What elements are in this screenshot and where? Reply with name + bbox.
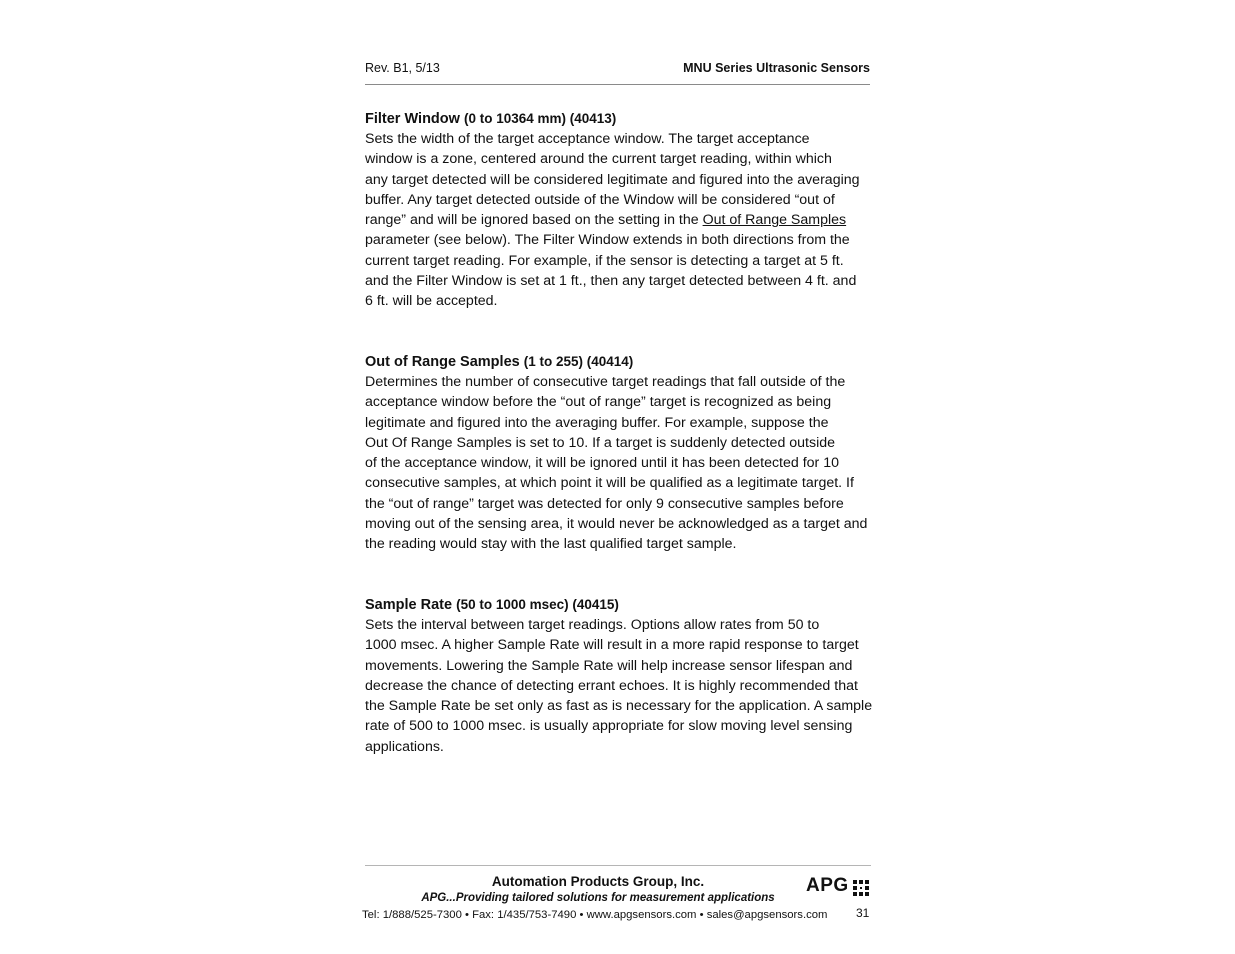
- paragraph-line: 1000 msec. A higher Sample Rate will result in a more rapid response to target: [365, 637, 859, 654]
- footer-contact-info: Tel: 1/888/525-7300 • Fax: 1/435/753-7490 • www.apgsensors.com • sales@apgsensors.com: [362, 909, 828, 921]
- header-divider: [365, 84, 870, 85]
- footer-divider: [365, 865, 871, 866]
- section-title-text: Out of Range Samples: [365, 354, 520, 370]
- paragraph-line: applications.: [365, 738, 444, 755]
- paragraph-text: range” and will be ignored based on the setting in the: [365, 212, 699, 228]
- paragraph-line: any target detected will be considered legitimate and figured into the averaging: [365, 171, 860, 188]
- out-of-range-samples-link[interactable]: Out of Range Samples: [702, 212, 847, 228]
- paragraph-line: moving out of the sensing area, it would never be acknowledged as a target and: [365, 515, 868, 532]
- page-number: 31: [856, 906, 870, 920]
- paragraph-line: Sets the interval between target readings. Options allow rates from 50 to: [365, 617, 820, 633]
- paragraph-line: window is a zone, centered around the current target reading, within which: [365, 151, 832, 168]
- paragraph-line: 6 ft. will be accepted.: [365, 293, 498, 309]
- section-title: [365, 109, 875, 129]
- paragraph-line: acceptance window before the “out of range” target is recognized as being: [365, 394, 832, 411]
- paragraph-line: and the Filter Window is set at 1 ft., then any target detected between 4 ft. and: [365, 272, 857, 289]
- apg-logo-text: APG: [806, 875, 849, 896]
- revision-label: Rev. B1, 5/13: [365, 61, 440, 75]
- paragraph-line: legitimate and figured into the averaging buffer. For example, suppose the: [365, 414, 829, 431]
- paragraph-line: Sets the width of the target acceptance window. The target acceptance: [365, 131, 810, 147]
- paragraph-line: rate of 500 to 1000 msec. is usually appropriate for slow moving level sensing: [365, 718, 853, 735]
- paragraph-line: of the acceptance window, it will be ignored until it has been detected for 10: [365, 455, 840, 471]
- section-filter-window: [365, 109, 875, 311]
- footer-tagline: APG...Providing tailored solutions for measurement applications: [421, 892, 775, 904]
- paragraph-line: [365, 210, 875, 230]
- apg-logo: [806, 877, 870, 899]
- paragraph-line: decrease the chance of detecting errant echoes. It is highly recommended that: [365, 677, 858, 694]
- paragraph-line: Out Of Range Samples is set to 10. If a target is suddenly detected outside: [365, 434, 836, 451]
- paragraph-line: Determines the number of consecutive target readings that fall outside of the: [365, 374, 846, 390]
- section-sample-rate: [365, 595, 875, 757]
- section-title-range: (50 to 1000 msec) (40415): [456, 597, 619, 612]
- section-title-range: (0 to 10364 mm) (40413): [463, 111, 617, 126]
- footer-company-name: Automation Products Group, Inc.: [491, 874, 705, 889]
- apg-grid-icon: [853, 880, 869, 896]
- paragraph-line: buffer. Any target detected outside of the Window will be considered “out of: [365, 191, 835, 208]
- paragraph-line: parameter (see below). The Filter Window extends in both directions from the: [365, 232, 850, 249]
- section-title-text: Sample Rate: [365, 597, 453, 613]
- paragraph-line: consecutive samples, at which point it will be qualified as a legitimate target. If: [365, 475, 854, 492]
- section-title-range: (1 to 255) (40414): [523, 354, 634, 369]
- paragraph-line: movements. Lowering the Sample Rate will help increase sensor lifespan and: [365, 657, 853, 674]
- paragraph-line: the “out of range” target was detected for only 9 consecutive samples before: [365, 495, 844, 512]
- section-title: [365, 352, 875, 372]
- paragraph-line: current target reading. For example, if the sensor is detecting a target at 5 ft.: [365, 252, 844, 269]
- section-title-text: Filter Window: [365, 111, 460, 127]
- page-header: [365, 61, 870, 77]
- paragraph-line: the Sample Rate be set only as fast as is necessary for the application. A sample: [365, 698, 873, 714]
- section-out-of-range-samples: [365, 352, 875, 554]
- product-title: MNU Series Ultrasonic Sensors: [683, 61, 870, 75]
- paragraph-line: the reading would stay with the last qualified target sample.: [365, 536, 737, 552]
- section-title: [365, 595, 875, 615]
